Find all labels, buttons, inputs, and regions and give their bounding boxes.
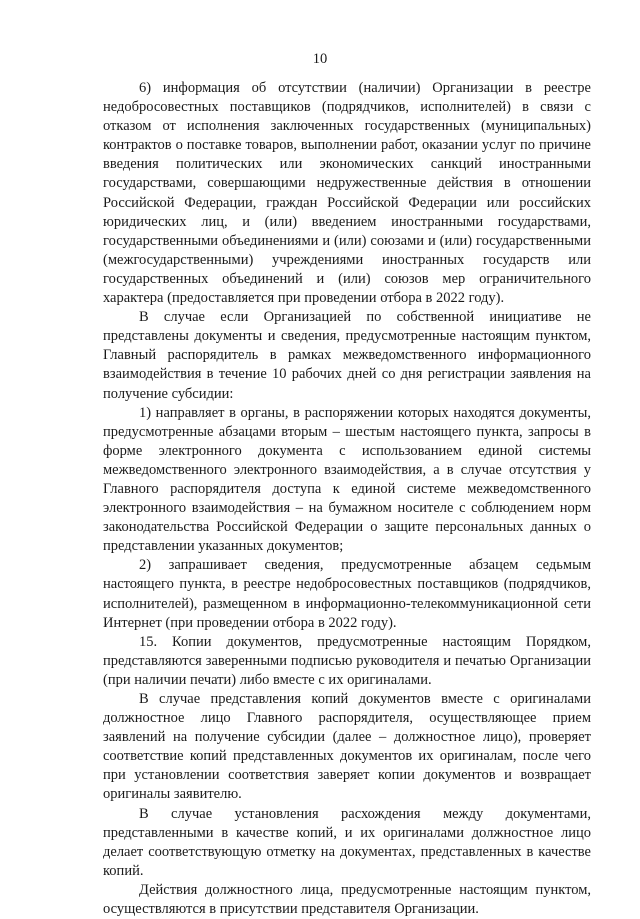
paragraph-subitem-2: 2) запрашивает сведения, предусмотренные абзацем седьмым настоящего пункта, в реестре недобросовестных поставщиков (подрядчиков, исполнителей), размещенном в информационно-телекоммуникационной сети Интернет (при проведении отбора в 2022 году).: [103, 557, 591, 631]
paragraph-discrepancy: В случае установления расхождения между документами, представленными в качестве копий, и их оригиналами должностное лицо делает соответствующую отметку на документах, представленных в качестве копий.: [103, 805, 591, 879]
paragraph-copies-with-originals: В случае представления копий документов вместе с оригиналами должностное лицо Главного распорядителя, осуществляющее прием заявлений на получение субсидии (далее – должностное лицо), проверяет соответствие копий представленных документов их оригиналам, после чего при установлении соответствия заверяет копии документов и возвращает оригиналы заявителю.: [103, 691, 591, 803]
paragraph-official-actions: Действия должностного лица, предусмотренные настоящим пунктом, осуществляются в присутствии представителя Организации.: [103, 881, 591, 918]
paragraph-interagency-request: В случае если Организацией по собственной инициативе не представлены документы и сведения, предусмотренные настоящим пунктом, Главный распорядитель в рамках межведомственного информационного взаимодействия в течение 10 рабочих дней со дня регистрации заявления на получение субсидии:: [103, 309, 591, 402]
paragraph-subitem-1: 1) направляет в органы, в распоряжении которых находятся документы, предусмотренные абзацами вторым – шестым настоящего пункта, запросы в форме электронного документа с использованием единой системы межведомственного электронного взаимодействия, а в случае отсутствия у Главного распорядителя доступа к единой системе межведомственного электронного взаимодействия – на бумажном носителе с соблюдением норм законодательства Российской Федерации о защите персональных данных о представлении указанных документов;: [103, 404, 591, 555]
paragraph-item-6-sanctions: 6) информация об отсутствии (наличии) Организации в реестре недобросовестных поставщиков (подрядчиков, исполнителей) в связи с отказом от исполнения заключенных государственных (муниципальных) контрактов о поставке товаров, выполнении работ, оказании услуг по причине введения политических или экономических санкций иностранными государствами, совершающими недружественные действия в отношении Российской Федерации, граждан Российской Федерации или российских юридических лиц, и (или) введением иностранными государствами, государственными объединениями и (или) союзами и (или) государственными (межгосударственными) учреждениями иностранных государств или государственных объединений и (или) союзов мер ограничительного характера (предоставляется при проведении отбора в 2022 году).: [103, 80, 591, 307]
page-number: 10: [312, 51, 328, 67]
paragraph-section-15: 15. Копии документов, предусмотренные настоящим Порядком, представляются заверенными подписью руководителя и печатью Организации (при наличии печати) либо вместе с их оригиналами.: [103, 633, 591, 688]
document-body: [103, 79, 591, 919]
